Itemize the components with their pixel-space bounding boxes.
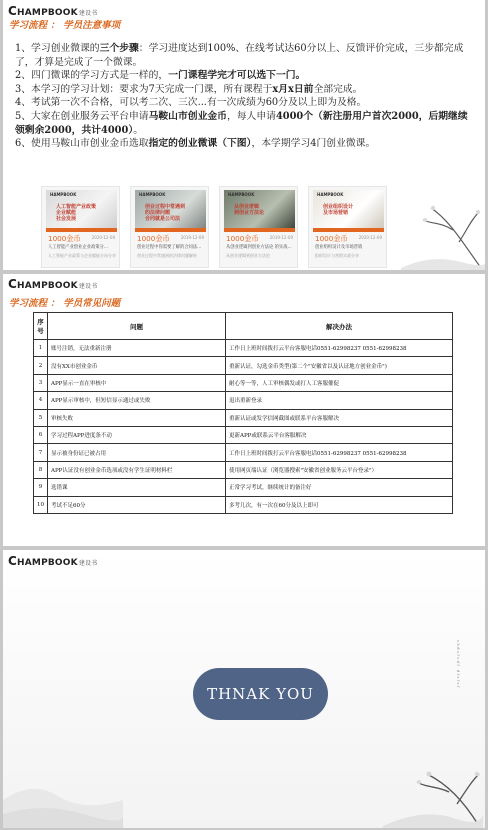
cell-no: 5 xyxy=(34,409,48,426)
notes-list xyxy=(15,42,477,151)
cell-no: 4 xyxy=(34,392,48,409)
cell-solution: 更新APP或联系云平台客服解决 xyxy=(226,426,453,443)
thank-you-badge: THNAK YOU xyxy=(193,668,328,720)
header-no: 序号 xyxy=(34,313,48,340)
card-description: 创业过程中你需要了解的合同法... xyxy=(137,245,202,250)
faq-table xyxy=(33,312,453,514)
cell-solution: 退出重新登录 xyxy=(226,392,453,409)
table-row xyxy=(34,357,453,374)
section-title: 学习流程 ： 学员注意事项 xyxy=(9,20,121,31)
thumb-brand: HAMPBOOK xyxy=(228,192,255,197)
card-description: 创业组织设计及市场营销 xyxy=(315,245,363,250)
cell-question: 选错课 xyxy=(48,479,226,496)
thumb-brand: HAMPBOOK xyxy=(50,192,77,197)
course-thumbnail xyxy=(135,190,206,228)
cell-solution: 正常学习考试，继续统计的备注好 xyxy=(226,479,453,496)
cell-solution: 重新认证，勾选金币类型(第二个"安徽省以及认证地方创业金币") xyxy=(226,357,453,374)
cell-question: 账号注销，无法重新注册 xyxy=(48,340,226,357)
note-text: ：学习进度达到100%、在线考试达60分以上、反馈评价完成，三步都完成了，才算是完成了一个微课。 xyxy=(15,43,464,68)
table-row xyxy=(34,444,453,461)
cell-solution: 工作日上班时间拨打云平台客服电话0551-62998237 0551-62998238 xyxy=(226,340,453,357)
card-subtitle: 人工智能产业政策与企业赋能方向分享 xyxy=(48,253,116,258)
table-row xyxy=(34,392,453,409)
note-text: 三个步骤 xyxy=(99,43,139,54)
course-card[interactable] xyxy=(308,186,387,268)
note-item xyxy=(15,110,477,137)
course-thumbnail xyxy=(224,190,295,228)
note-text: 全部完成。 xyxy=(313,83,363,95)
cell-no: 9 xyxy=(34,479,48,496)
brand-logo: CHAMPBOOK建设书 xyxy=(8,277,98,291)
brand-logo: CHAMPBOOK建设书 xyxy=(8,554,98,568)
course-card[interactable] xyxy=(130,186,209,268)
note-item xyxy=(15,137,477,151)
slide-notes xyxy=(3,0,485,270)
cell-question: 考试不足60分 xyxy=(48,496,226,513)
cell-no: 6 xyxy=(34,426,48,443)
cell-no: 7 xyxy=(34,444,48,461)
table-row xyxy=(34,496,453,513)
note-text: 5、大家在创业服务云平台申请 xyxy=(15,110,149,122)
card-date: 2019-12-09 xyxy=(269,235,293,240)
thumb-title: 创业过程中常遇到 的法律问题 合同就是公司法 xyxy=(145,204,186,222)
note-item xyxy=(15,96,477,110)
cell-no: 3 xyxy=(34,374,48,391)
cell-solution: 工作日上班时间拨打云平台客服电话0551-62998237 0551-62998238 xyxy=(226,444,453,461)
note-text: x月x日前 xyxy=(272,83,314,95)
vertical-caption: sbdsfsdf dfsfsf xyxy=(456,640,461,689)
cell-question: 学习过程APP进度条不动 xyxy=(48,426,226,443)
cell-solution: 耐心等一等，人工审核偶发或打人工客服催促 xyxy=(226,374,453,391)
cell-solution: 多考几次，有一次在60分及以上即可 xyxy=(226,496,453,513)
note-text: 4、考试第一次不合格，可以考二次、三次...有一次成绩为60分及以上即为及格。 xyxy=(15,97,367,109)
thumb-title: 人工智能产业政策 企业赋能 社会发展 xyxy=(56,204,97,222)
note-text: 1、学习创业微课的 xyxy=(15,43,100,54)
card-accent-bar xyxy=(313,228,384,232)
table-row xyxy=(34,461,453,478)
card-subtitle: 从创业逻辑到创业方法论 xyxy=(226,253,270,258)
table-row xyxy=(34,426,453,443)
table-row xyxy=(34,479,453,496)
card-accent-bar xyxy=(46,228,117,232)
card-description: 从创业逻辑到创业方法论 的实战... xyxy=(226,245,292,250)
card-price: 1000金币 xyxy=(226,234,259,243)
note-text: 马鞍山市创业金币 xyxy=(148,110,227,122)
card-accent-bar xyxy=(224,228,295,232)
course-cards xyxy=(41,186,387,268)
cell-no: 1 xyxy=(34,340,48,357)
card-price: 1000金币 xyxy=(315,234,348,243)
ink-painting-decoration xyxy=(401,150,485,270)
note-item xyxy=(15,69,477,83)
note-text: 3、本学习的学习计划：要求为7天完成一门课，所有课程于 xyxy=(15,83,273,95)
thumb-title: 创业组织设计 及市场营销 xyxy=(323,204,354,216)
note-item xyxy=(15,42,477,69)
brand-logo: CHAMPBOOK建设书 xyxy=(8,4,98,18)
ink-painting-decoration xyxy=(383,700,483,828)
header-question: 问题 xyxy=(48,313,226,340)
card-accent-bar xyxy=(135,228,206,232)
course-thumbnail xyxy=(46,190,117,228)
note-text: ，每人申请 xyxy=(226,110,276,122)
mountain-decoration xyxy=(3,730,123,828)
card-subtitle: 组织设计与营销实战分享 xyxy=(315,253,359,258)
cell-question: 显示被身份证已被占用 xyxy=(48,444,226,461)
note-text: 6、使用马鞍山市创业金币选取 xyxy=(15,138,149,150)
cell-question: APP显示审核中，但短信显示通过或失败 xyxy=(48,392,226,409)
section-title: 学习流程 ： 学员常见问题 xyxy=(9,298,121,309)
course-card[interactable] xyxy=(41,186,120,268)
card-date: 2020-12-09 xyxy=(358,235,382,240)
cell-question: 没有XX市创业金币 xyxy=(48,357,226,374)
course-card[interactable] xyxy=(219,186,298,268)
card-date: 2019-12-09 xyxy=(180,235,204,240)
note-item xyxy=(15,83,477,97)
table-header-row xyxy=(34,313,453,340)
cell-solution: 重新认证或发学信网截图或联系平台客服解决 xyxy=(226,409,453,426)
cell-no: 8 xyxy=(34,461,48,478)
course-thumbnail xyxy=(313,190,384,228)
card-price: 1000金币 xyxy=(48,234,81,243)
cell-question: APP认证没有创业金币选项或没有学生证明材料栏 xyxy=(48,461,226,478)
thumb-brand: HAMPBOOK xyxy=(317,192,344,197)
cell-no: 2 xyxy=(34,357,48,374)
note-text: 指定的创业微课（下图） xyxy=(148,138,252,150)
table-row xyxy=(34,374,453,391)
header-solution: 解决办法 xyxy=(226,313,453,340)
note-text: 2、四门微课的学习方式是一样的， xyxy=(15,70,169,82)
table-row xyxy=(34,340,453,357)
card-price: 1000金币 xyxy=(137,234,170,243)
card-subtitle: 创业过程中常遇到的法律问题解析 xyxy=(137,253,197,258)
note-text: 4000个（新注册用户首次2000，后期继续领剩余2000，共计4000） xyxy=(15,110,468,136)
thumb-title: 从创业逻辑 到创业方法论 xyxy=(234,204,265,216)
note-text: 。 xyxy=(133,124,144,136)
note-text: ，本学期学习4门创业微课。 xyxy=(251,138,376,150)
thumb-brand: HAMPBOOK xyxy=(139,192,166,197)
table-row xyxy=(34,409,453,426)
cell-no: 10 xyxy=(34,496,48,513)
card-description: 人工智能产业创业企业政策分... xyxy=(48,245,108,250)
cell-question: 审核失败 xyxy=(48,409,226,426)
cell-solution: 使用网页端认证（浏览器搜索"安徽省创业服务云平台登录"） xyxy=(226,461,453,478)
note-text: 一门课程学完才可以选下一门。 xyxy=(168,70,306,82)
card-date: 2020-12-09 xyxy=(91,235,115,240)
cell-question: APP显示一直在审核中 xyxy=(48,374,226,391)
